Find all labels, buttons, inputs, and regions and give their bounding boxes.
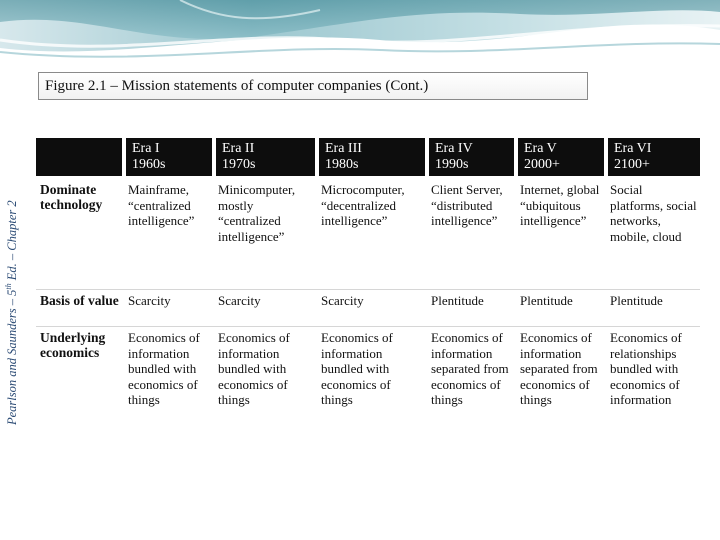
row-label: Basis of value	[36, 290, 124, 327]
table-cell: Internet, global “ubiquitous intelligence”	[516, 178, 606, 290]
table-cell: Economics of information bundled with economics of things	[218, 330, 290, 407]
header-cell-era-5: Era V 2000+	[516, 138, 606, 178]
table-cell: Minicomputer, mostly “centralized intelligence”	[214, 178, 317, 290]
header-cell-era-4: Era IV 1990s	[427, 138, 516, 178]
table-row	[36, 178, 700, 290]
table-cell: Economics of information separated from economics of things	[520, 330, 598, 407]
table-row	[36, 327, 700, 424]
table-cell: Economics of relationships bundled with economics of information	[610, 330, 682, 407]
eras-table	[36, 138, 700, 423]
table-header-row	[36, 138, 700, 178]
side-label: Pearlson and Saunders – 5th Ed. – Chapter 2	[4, 200, 20, 425]
table-cell: Plentitude	[516, 290, 606, 327]
table-cell: Scarcity	[214, 290, 317, 327]
table-cell: Economics of information separated from economics of things	[431, 330, 509, 407]
header-cell-era-1: Era I 1960s	[124, 138, 214, 178]
header-cell-era-2: Era II 1970s	[214, 138, 317, 178]
figure-title: Figure 2.1 – Mission statements of computer companies (Cont.)	[38, 72, 588, 100]
header-cell-era-6: Era VI 2100+	[606, 138, 700, 178]
table-cell: Plentitude	[427, 290, 516, 327]
table-cell: Scarcity	[124, 290, 214, 327]
table-cell: Economics of information bundled with economics of things	[321, 330, 393, 407]
table-cell: Client Server, “distributed intelligence”	[427, 178, 516, 290]
table-cell: Mainframe, “centralized intelligence”	[124, 178, 214, 290]
table-cell: Scarcity	[317, 290, 427, 327]
header-cell-era-3: Era III 1980s	[317, 138, 427, 178]
header-banner	[0, 0, 720, 68]
table-cell: Microcomputer, “decentralized intelligence”	[317, 178, 427, 290]
header-cell-blank	[36, 138, 124, 178]
table-row	[36, 290, 700, 327]
row-label: Dominate technology	[36, 178, 124, 290]
row-label: Underlying economics	[40, 330, 106, 360]
table-cell: Plentitude	[606, 290, 700, 327]
banner-graphic	[0, 0, 720, 68]
table-cell: Social platforms, social networks, mobile, cloud	[606, 178, 700, 290]
table-cell: Economics of information bundled with economics of things	[128, 330, 200, 407]
